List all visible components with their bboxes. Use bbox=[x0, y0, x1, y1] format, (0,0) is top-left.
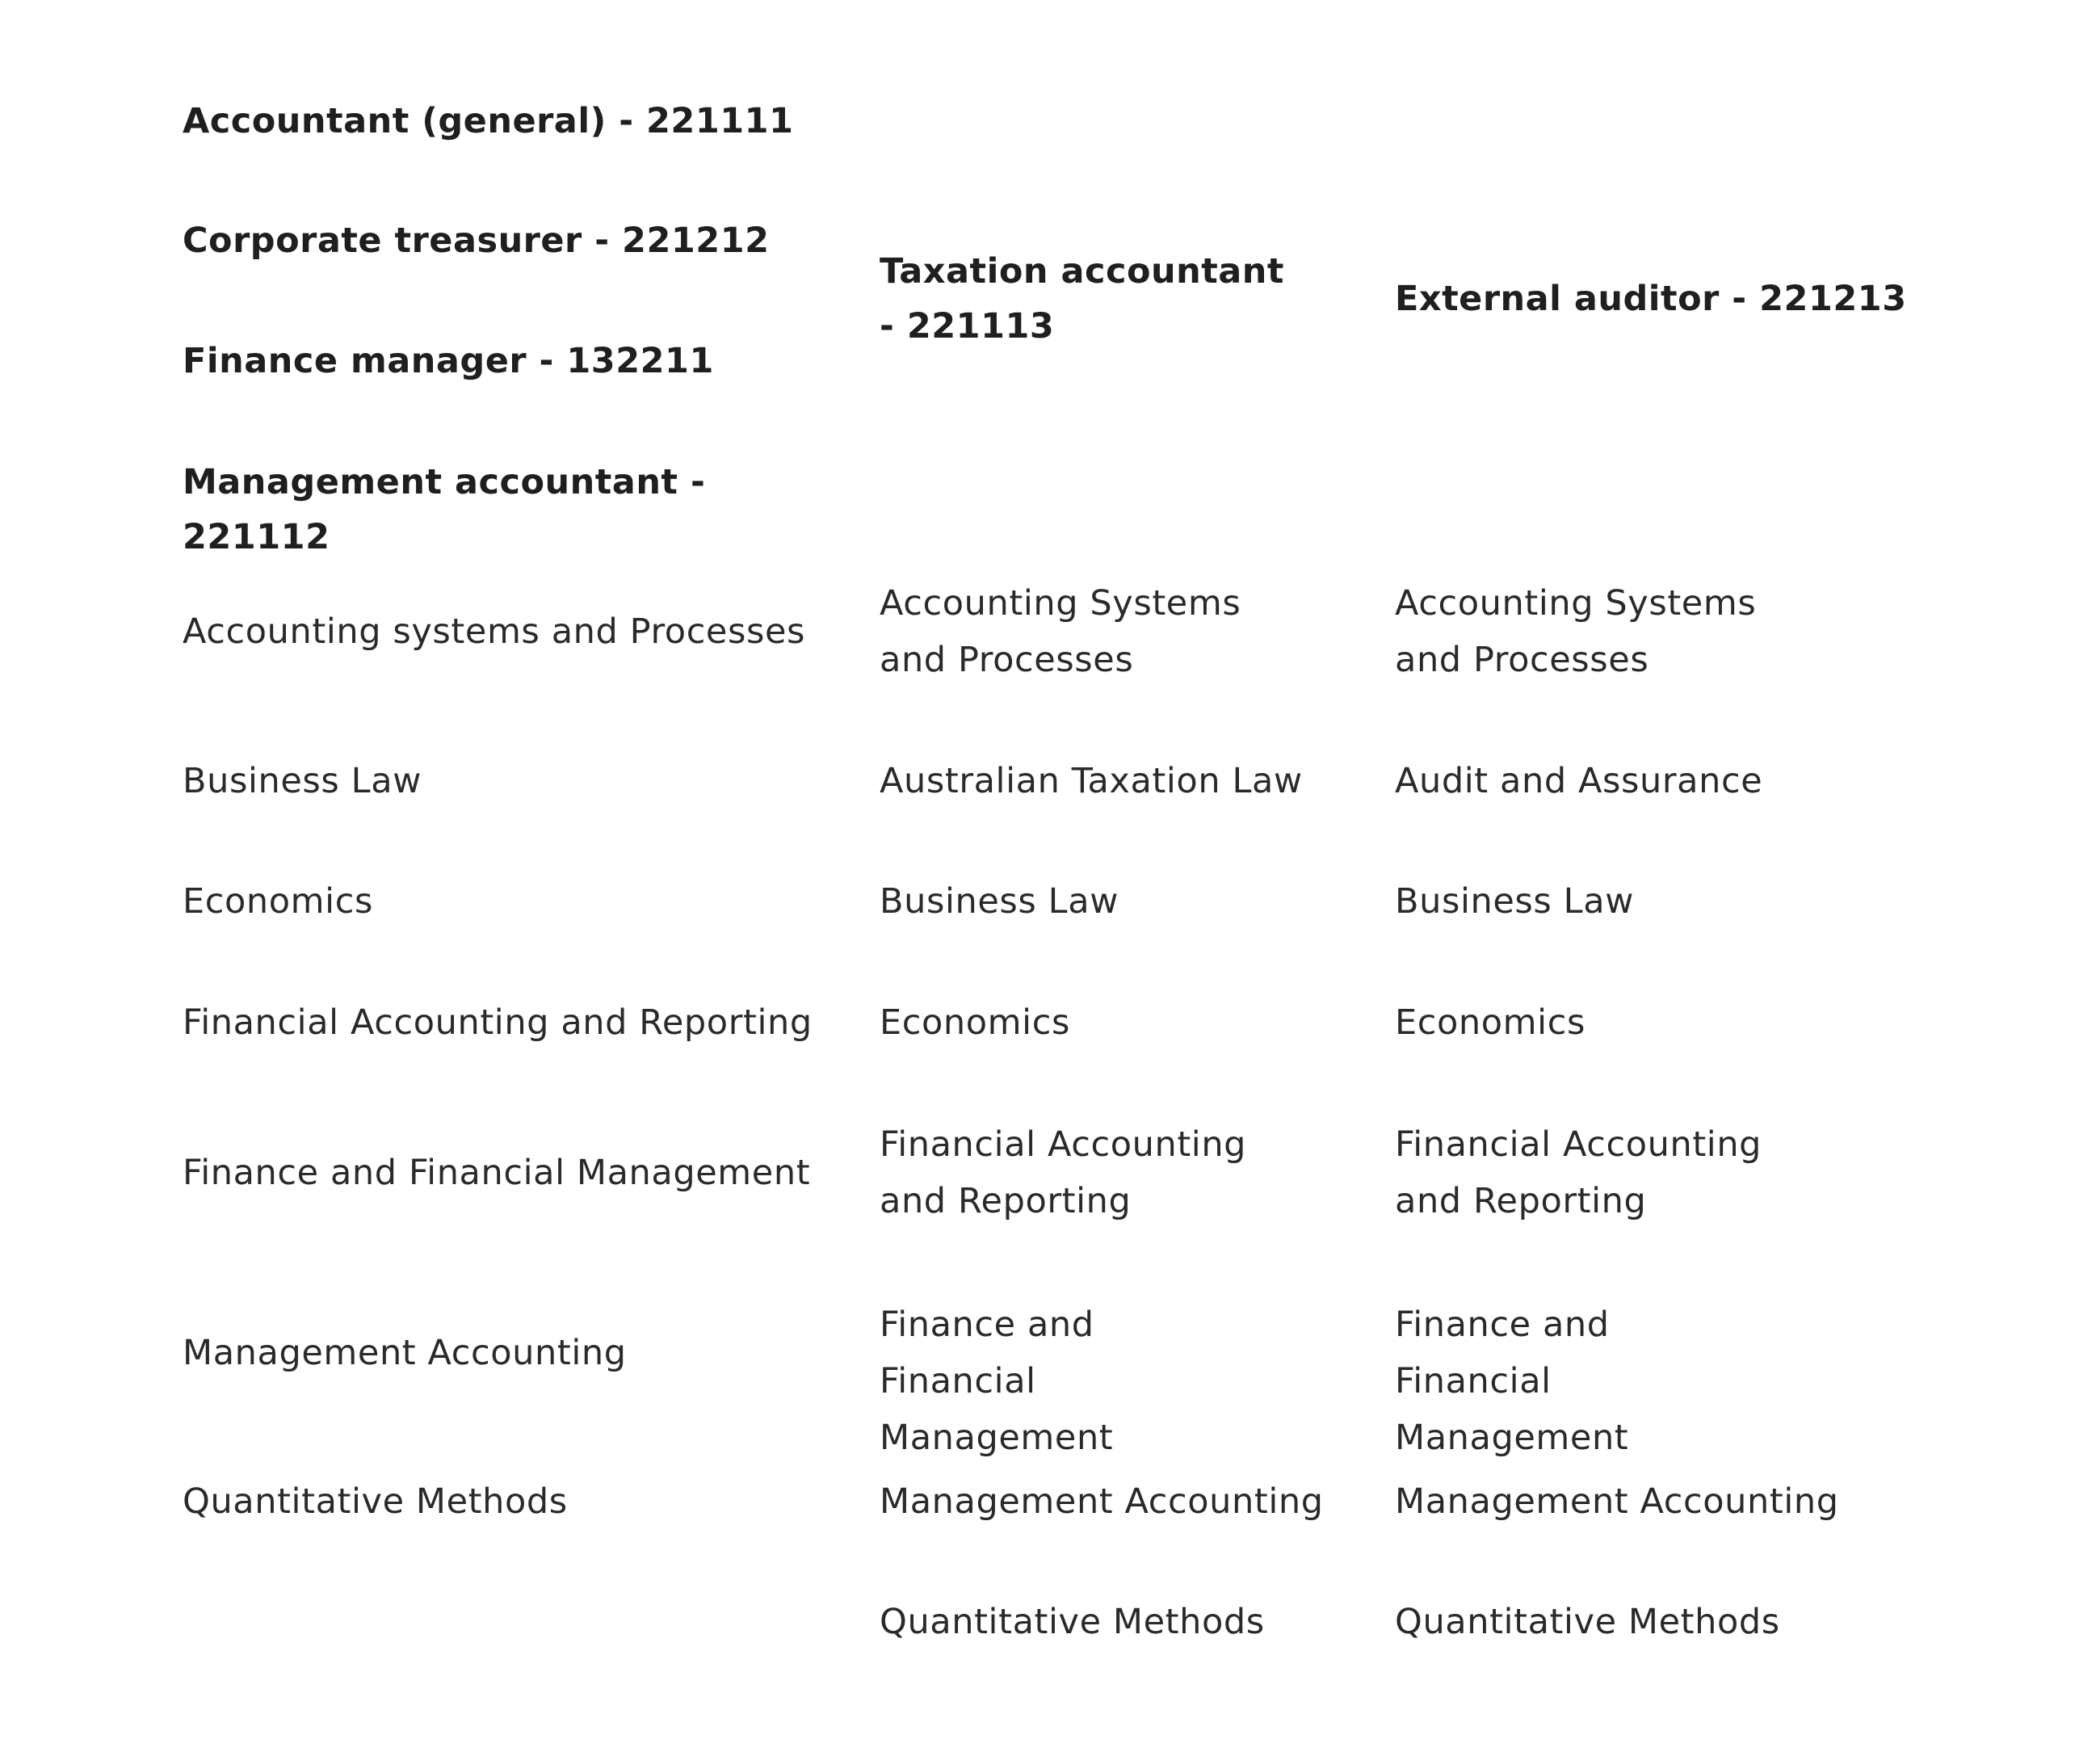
subject-item: Economics bbox=[880, 1002, 1070, 1043]
subject-item: Business Law bbox=[1395, 881, 1634, 922]
subject-item: Management Accounting bbox=[183, 1333, 627, 1373]
heading-corporate-treasurer: Corporate treasurer - 221212 bbox=[183, 221, 770, 261]
subject-item: Business Law bbox=[880, 881, 1119, 922]
subject-item: Quantitative Methods bbox=[183, 1481, 568, 1522]
subject-item: Australian Taxation Law bbox=[880, 761, 1303, 801]
heading-external-auditor: External auditor - 221213 bbox=[1395, 279, 1907, 319]
subject-item: Finance and Financial Management bbox=[1395, 1305, 1629, 1458]
subject-item: Economics bbox=[183, 881, 373, 922]
subject-item: Financial Accounting and Reporting bbox=[1395, 1124, 1762, 1221]
subject-item: Management Accounting bbox=[1395, 1481, 1839, 1522]
subject-item: Economics bbox=[1395, 1002, 1586, 1043]
subject-item: Financial Accounting and Reporting bbox=[183, 1002, 813, 1043]
heading-management-accountant: Management accountant - 221112 bbox=[183, 462, 706, 557]
heading-accountant-general: Accountant (general) - 221111 bbox=[183, 101, 794, 141]
subject-item: Finance and Financial Management bbox=[183, 1153, 811, 1193]
subject-item: Audit and Assurance bbox=[1395, 761, 1763, 801]
subject-item: Business Law bbox=[183, 761, 422, 801]
subject-item: Accounting Systems and Processes bbox=[1395, 583, 1757, 680]
heading-finance-manager: Finance manager - 132211 bbox=[183, 341, 714, 381]
subject-item: Quantitative Methods bbox=[880, 1602, 1265, 1642]
subject-item: Accounting systems and Processes bbox=[183, 611, 806, 652]
subject-item: Quantitative Methods bbox=[1395, 1602, 1780, 1642]
heading-taxation-accountant: Taxation accountant - 221113 bbox=[880, 251, 1284, 347]
subject-item: Management Accounting bbox=[880, 1481, 1324, 1522]
subject-item: Finance and Financial Management bbox=[880, 1305, 1114, 1458]
subject-item: Accounting Systems and Processes bbox=[880, 583, 1241, 680]
subject-item: Financial Accounting and Reporting bbox=[880, 1124, 1247, 1221]
